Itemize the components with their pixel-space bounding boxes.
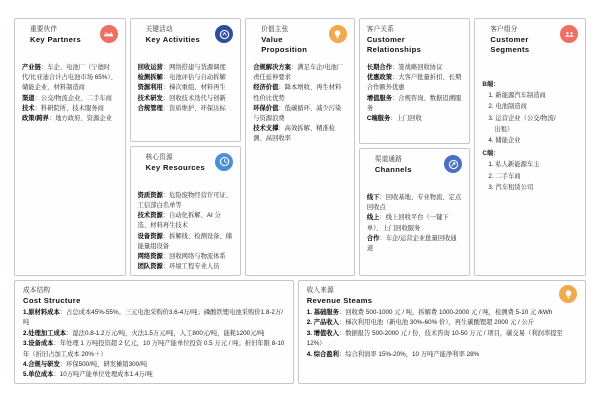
canvas-bottom-grid	[14, 280, 586, 384]
list-item: 合规解决方案：满足车企/电池厂责任延伸要求	[253, 64, 344, 82]
list-item: 政策/跨界：地方政府、资源企业	[22, 114, 112, 122]
block-header-value-proposition	[253, 26, 347, 60]
block-revenue-streams[interactable]	[298, 280, 586, 384]
list-item: 长期合作：签战略回收协议	[366, 64, 443, 71]
list-item: C端服务：上门回收	[366, 114, 422, 122]
block-body-channels	[367, 193, 463, 254]
block-title-cn-cost-structure: 成本结构	[23, 287, 51, 294]
list-item: 5.单位成本：10万吨产能单位处理成本1.4万/吨	[23, 371, 153, 379]
block-title-en-revenue-streams: Revenue Steams	[306, 296, 373, 306]
list-item: 团队资源：环境工程专业人员	[137, 263, 220, 271]
handshake-icon	[100, 25, 118, 43]
list-item: 3. 运营企业（公交/物流/	[488, 114, 556, 122]
list-item: 增值服务：合规咨询、数据追溯服务	[366, 94, 462, 112]
list-item: 回收运营：网络搭建与货源调度	[137, 64, 226, 71]
block-title-en-key-partners: Key Partners	[30, 35, 82, 45]
list-item: 合规管理：资质维护、环保达标	[137, 104, 226, 112]
gear-check-icon	[215, 25, 233, 43]
block-cost-structure[interactable]	[14, 280, 294, 384]
block-title-cn-customer-segments: 客户组分	[490, 26, 518, 33]
list-item: 1. 私人新能源车主	[488, 161, 540, 169]
list-item: 检测拆解：电池评估与自动拆解	[137, 74, 226, 82]
clock-icon	[215, 153, 233, 171]
block-value-proposition[interactable]	[245, 18, 355, 276]
block-title-en-cost-structure: Cost Structure	[23, 296, 81, 306]
list-item: 3.设备成本：年处理 1 万吨投资超 2 亿元，10 万吨产能单位投资 0.5 万元 / 吨；折旧年限 8-10 年（折旧占加工成本 20%＋）	[23, 340, 285, 358]
list-item: 4. 储能企业	[488, 137, 521, 145]
block-title-cn-revenue-streams: 收入来源	[306, 287, 334, 294]
block-title-en-channels: Channels	[374, 165, 412, 175]
list-item: 设备资源：拆解线、检测设备、储能量组设备	[137, 232, 233, 250]
block-channels[interactable]	[359, 148, 471, 276]
list-item: 4.合规与研发：环保500/吨，研发摊销300/吨	[23, 360, 148, 368]
block-key-partners[interactable]	[14, 18, 126, 276]
lightbulb-icon	[329, 25, 347, 43]
block-header-customer-relationships	[367, 26, 463, 60]
list-item: 经济价值：降本增收、再生材料性价比优势	[253, 84, 342, 102]
block-body-value-proposition	[253, 63, 347, 145]
list-item: 技术研发：回收技术迭代与创新	[137, 94, 226, 102]
list-item: 技术支撑：高效拆解、精准检测、高回收率	[253, 125, 336, 143]
list-item: 2. 产品收入：梯次利用电池（新电池 30%-60% 价），再生碳酸锂超 2000 元 / 公斤	[306, 319, 535, 327]
block-customer-relationships[interactable]	[359, 18, 471, 144]
list-item: 1. 基础服务：回收费 500-1000 元 / 吨，拆解费 1000-2000 元 / 吨，检测费 5-10 元 /kWh	[306, 309, 553, 317]
column-value-proposition	[245, 18, 355, 276]
list-item: 合作：车企/运营企业批量回收通道	[366, 234, 457, 252]
block-header-key-partners	[22, 26, 118, 60]
canvas-top-grid	[14, 18, 586, 276]
block-body-customer-segments	[482, 79, 578, 193]
list-item: 优惠政策：大客户批量折扣、长期合作额外优惠	[366, 74, 462, 92]
block-body-key-partners	[22, 63, 118, 124]
share-icon	[444, 155, 462, 173]
list-item: 产业链：车企、电池厂（宁德时代/比亚迪合计占电池市场 65%）、储能企业、材料制造商	[22, 64, 117, 92]
list-item: 网络资源：回收网络与物流体系	[137, 252, 226, 260]
segment-group-label: B端：	[482, 81, 500, 88]
list-item: 资源利用：梯次重组、材料再生	[137, 84, 226, 92]
column-key-partners	[14, 18, 126, 276]
block-header-channels	[367, 156, 463, 190]
block-body-cost-structure	[23, 308, 285, 381]
block-title-en-key-activities: Key Activities	[145, 35, 201, 45]
column-customer-segments	[474, 18, 586, 276]
block-header-key-activities	[138, 26, 234, 60]
list-item: 线上：线上回收平台（一键下单）、上门回收服务	[366, 214, 449, 232]
list-item: 线下：回收基地、专业物流、定点回收点	[366, 194, 462, 212]
list-item: 4. 综合盈利：综合利润率 15%-20%，10 万吨产能净利率 28%	[306, 350, 480, 358]
list-item: 3. 增值收入：数据报告 500-2000 元 / 份，技术咨询 10-50 万元 / 项目，碳交易（利润率提至 12%）	[306, 329, 563, 348]
block-header-key-resources	[138, 154, 234, 188]
block-title-cn-key-resources: 核心资源	[145, 153, 173, 161]
list-item-continuation: 出租）	[494, 125, 514, 133]
lightbulb-icon	[559, 285, 577, 303]
list-item: 技术：科研院所、技术服务商	[22, 104, 104, 112]
block-body-key-resources	[138, 191, 234, 273]
block-body-revenue-streams	[307, 308, 577, 360]
users-icon	[560, 25, 578, 43]
column-customer-relationships	[359, 18, 471, 276]
spacer	[482, 63, 578, 77]
block-title-cn-value-proposition: 价值主张	[261, 26, 289, 33]
list-item: 渠道：公交/物流企业、二手车商	[22, 94, 112, 102]
list-item: 环保价值：低碳循环、减少污染与资源浪费	[253, 104, 342, 122]
block-body-key-activities	[138, 63, 234, 114]
block-header-customer-segments	[482, 26, 578, 60]
column-key-activities	[130, 18, 242, 276]
list-item: 2. 二手车商	[488, 172, 521, 180]
block-title-en-value-proposition: Value Proposition	[261, 35, 308, 55]
block-title-cn-customer-relationships: 客户关系	[366, 26, 394, 33]
segment-group-label: C端：	[482, 150, 500, 158]
list-item: 3. 汽车租赁公司	[488, 183, 534, 191]
block-title-cn-key-partners: 重要伙伴	[30, 26, 58, 33]
block-key-activities[interactable]	[130, 18, 242, 142]
block-title-en-customer-relationships: Customer Relationships	[366, 35, 422, 55]
block-title-cn-channels: 渠道通路	[374, 156, 402, 163]
list-item: 1.原材料成本：占总成本45%-55%。三元电池采购价3.6-4万/吨；磷酸铁锂电池采购价1.8-2万/吨	[23, 309, 283, 327]
list-item: 2.处理加工成本：湿法0.8-1.2万元/吨，火法1.5万元/吨，人工800元/吨，能耗1200元/吨	[23, 329, 265, 337]
list-item: 1. 新能源汽车制造商	[488, 92, 546, 100]
block-key-resources[interactable]	[130, 146, 242, 276]
block-body-customer-relationships	[367, 63, 463, 124]
list-item: 2. 电池制造商	[488, 103, 527, 111]
block-customer-segments[interactable]	[474, 18, 586, 276]
block-title-en-customer-segments: Customer Segments	[490, 35, 530, 55]
list-item: 技术资源：自动化拆解、AI 分选、材料再生技术	[137, 212, 221, 230]
block-title-cn-key-activities: 关键活动	[145, 26, 173, 33]
block-title-en-key-resources: Key Resources	[145, 163, 206, 173]
list-item: 资质资源：危险废物经营许可证、工信部白名单等	[137, 191, 233, 209]
